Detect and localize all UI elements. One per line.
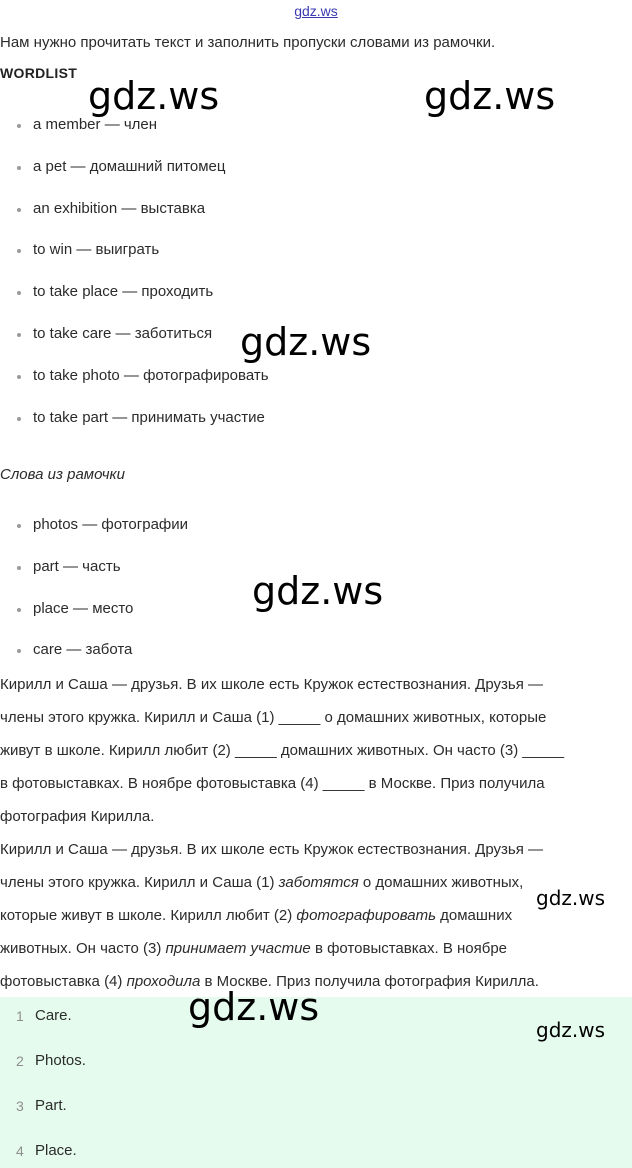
answer-number: 3 [16, 1098, 24, 1114]
list-item: care — забота [0, 641, 188, 683]
answer-text: Photos. [35, 1052, 86, 1069]
plain-text: фотовыставка (4) [0, 973, 127, 990]
filled-word: проходила [126, 973, 201, 990]
wordlist-heading: WORDLIST [0, 65, 78, 81]
watermark: gdz.ws [424, 74, 556, 118]
answer-text: Care. [35, 1007, 72, 1024]
filled-word: принимает участие [165, 940, 311, 957]
task-line: фотография Кирилла. [0, 808, 155, 825]
task-paragraph [0, 668, 620, 833]
list-item: part — часть [0, 558, 188, 600]
top-watermark-link[interactable]: gdz.ws [294, 3, 338, 19]
filled-line [0, 899, 620, 932]
list-item: a member — член [0, 116, 269, 158]
answer-number: 2 [16, 1053, 24, 1069]
frame-words-list [0, 516, 188, 683]
filled-line: Кирилл и Саша — друзья. В их школе есть Кружок естествознания. Друзья — [0, 841, 543, 858]
plain-text: в фотовыставках. В ноябре [310, 940, 508, 957]
wordlist [0, 116, 269, 450]
task-line: члены этого кружка. Кирилл и Саша (1) _____ о домашних животных, которые [0, 709, 547, 726]
plain-text: животных. Он часто (3) [0, 940, 166, 957]
list-item: to take photo — фотографировать [0, 367, 269, 409]
watermark: gdz.ws [240, 320, 372, 364]
watermark: gdz.ws [536, 1018, 606, 1042]
watermark: gdz.ws [88, 74, 220, 118]
list-item: an exhibition — выставка [0, 200, 269, 242]
filled-word: заботятся [278, 874, 359, 891]
plain-text: в Москве. Приз получила фотография Кирилла. [200, 973, 539, 990]
filled-paragraph [0, 833, 620, 998]
plain-text: домашних [435, 907, 513, 924]
plain-text: о домашних животных, [358, 874, 524, 891]
task-line: живут в школе. Кирилл любит (2) _____ домашних животных. Он часто (3) _____ [0, 742, 565, 759]
answer-number: 4 [16, 1143, 24, 1159]
watermark: gdz.ws [536, 886, 606, 910]
list-item: to take place — проходить [0, 283, 269, 325]
filled-word: фотографировать [296, 907, 436, 924]
filled-line [0, 932, 620, 965]
watermark: gdz.ws [188, 985, 320, 1029]
intro-text: Нам нужно прочитать текст и заполнить пропуски словами из рамочки. [0, 34, 496, 51]
answer-text: Part. [35, 1097, 67, 1114]
plain-text: которые живут в школе. Кирилл любит (2) [0, 907, 297, 924]
task-line: Кирилл и Саша — друзья. В их школе есть Кружок естествознания. Друзья — [0, 676, 543, 693]
list-item: to take care — заботиться [0, 325, 269, 367]
list-item: photos — фотографии [0, 516, 188, 558]
answer-number: 1 [16, 1008, 24, 1024]
list-item: to win — выиграть [0, 241, 269, 283]
frame-words-heading: Слова из рамочки [0, 466, 125, 483]
filled-line [0, 866, 620, 899]
list-item: place — место [0, 600, 188, 642]
watermark: gdz.ws [252, 569, 384, 613]
plain-text: члены этого кружка. Кирилл и Саша (1) [0, 874, 279, 891]
answer-text: Place. [35, 1142, 77, 1159]
list-item: a pet — домашний питомец [0, 158, 269, 200]
task-line: в фотовыставках. В ноябре фотовыставка (4) _____ в Москве. Приз получила [0, 775, 545, 792]
list-item: to take part — принимать участие [0, 409, 269, 451]
